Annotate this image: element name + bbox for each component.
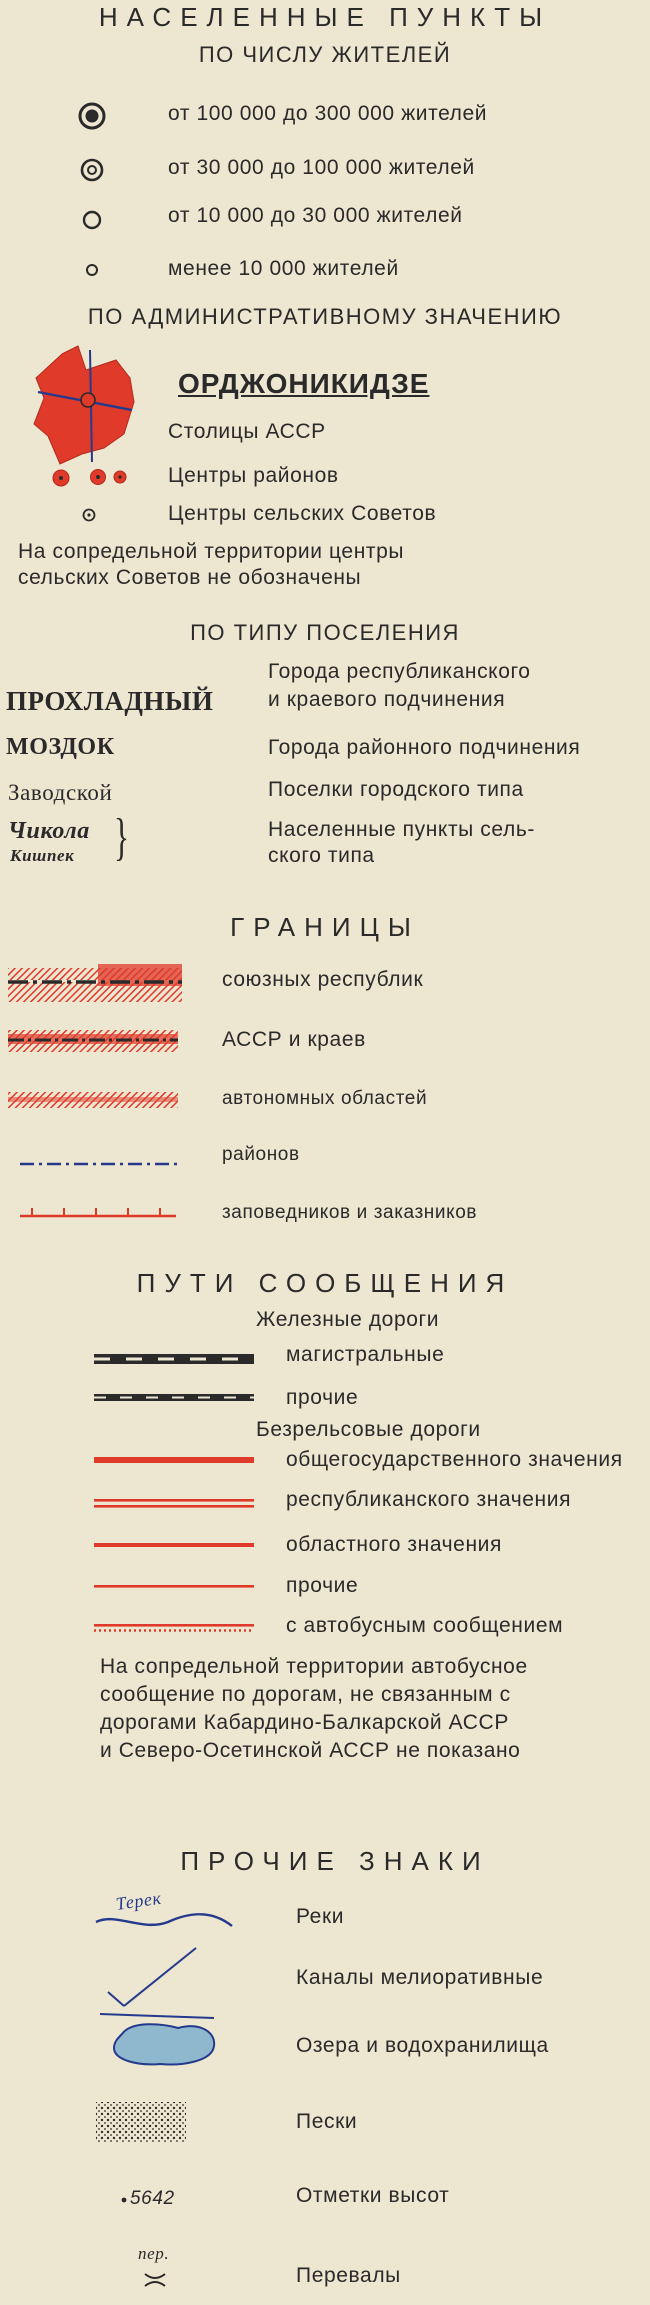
canal-icon xyxy=(94,1944,234,2024)
other-label-passes: Перевалы xyxy=(296,2264,401,2287)
pass-abbr-sample: пер. xyxy=(138,2244,170,2263)
type-sample-rural-2: Кишпек xyxy=(10,846,75,865)
population-label-3: от 10 000 до 30 000 жителей xyxy=(168,204,463,227)
subtitle-admin: ПО АДМИНИСТРАТИВНОМУ ЗНАЧЕНИЮ xyxy=(87,304,563,329)
type-sample-district-city: МОЗДОК xyxy=(6,734,115,760)
river-name-sample: Терек xyxy=(114,1887,163,1914)
border-label-assr: АССР и краев xyxy=(222,1028,366,1051)
admin-label-capitals: Столицы АССР xyxy=(168,420,326,443)
section-title-transport: ПУТИ СООБЩЕНИЯ xyxy=(136,1268,514,1298)
border-union-republic-icon xyxy=(6,962,186,1006)
city-large-icon xyxy=(72,96,112,136)
admin-label-councils: Центры сельских Советов xyxy=(168,502,437,525)
subtitle-settlement-type: ПО ТИПУ ПОСЕЛЕНИЯ xyxy=(190,620,460,645)
height-point-icon xyxy=(118,2194,130,2206)
type-desc-4a: Населенные пункты сель- xyxy=(268,818,535,841)
type-desc-2: Города районного подчинения xyxy=(268,736,581,759)
height-value-sample: 5642 xyxy=(130,2188,175,2209)
sand-icon xyxy=(94,2100,194,2144)
railway-main-icon xyxy=(92,1352,272,1368)
section-title-other: ПРОЧИЕ ЗНАКИ xyxy=(180,1846,490,1876)
population-label-2: от 30 000 до 100 000 жителей xyxy=(168,156,475,179)
type-sample-urban-settlement: Заводской xyxy=(8,780,113,805)
other-label-sand: Пески xyxy=(296,2110,358,2133)
section-title-borders: ГРАНИЦЫ xyxy=(230,912,420,942)
town-icon xyxy=(72,200,112,240)
admin-note-line-1: На сопредельной территории центры xyxy=(18,540,405,563)
mountain-pass-icon xyxy=(142,2270,172,2290)
other-label-canals: Каналы мелиоративные xyxy=(296,1966,544,1989)
rail-label-main: магистральные xyxy=(286,1343,445,1366)
roads-subtitle: Безрельсовые дороги xyxy=(256,1418,481,1441)
type-desc-1b: и краевого подчинения xyxy=(268,688,506,711)
district-center-icon xyxy=(6,462,126,492)
road-other-icon xyxy=(92,1582,272,1596)
admin-label-districts: Центры районов xyxy=(168,464,339,487)
railway-other-icon xyxy=(92,1392,272,1406)
brace-icon: } xyxy=(114,809,130,866)
village-council-icon xyxy=(74,500,104,530)
subtitle-population: ПО ЧИСЛУ ЖИТЕЛЕЙ xyxy=(198,42,452,67)
type-desc-4b: ского типа xyxy=(268,844,375,867)
transport-note-line-1: На сопредельной территории автобусное xyxy=(100,1655,528,1678)
road-republic-icon xyxy=(92,1497,272,1511)
road-state-icon xyxy=(92,1454,272,1468)
village-icon xyxy=(72,250,112,290)
rail-label-other: прочие xyxy=(286,1386,359,1409)
border-label-autonomous: автономных областей xyxy=(222,1088,428,1109)
road-bus-icon xyxy=(92,1622,272,1636)
border-label-union: союзных республик xyxy=(222,968,424,991)
river-icon xyxy=(92,1896,242,1946)
road-label-republic: республиканского значения xyxy=(286,1488,572,1511)
road-label-other: прочие xyxy=(286,1574,359,1597)
capital-name-sample: ОРДЖОНИКИДЗЕ xyxy=(178,368,430,399)
other-label-heights: Отметки высот xyxy=(296,2184,450,2207)
road-label-bus: с автобусным сообщением xyxy=(286,1614,564,1637)
border-autonomous-icon xyxy=(6,1088,186,1112)
border-district-icon xyxy=(6,1154,186,1174)
road-label-state: общегосударственного значения xyxy=(286,1448,623,1471)
transport-note-line-4: и Северо-Осетинской АССР не показано xyxy=(100,1739,521,1762)
type-sample-rural-1: Чикола xyxy=(8,818,90,844)
population-label-4: менее 10 000 жителей xyxy=(168,257,399,280)
section-title-settlements: НАСЕЛЕННЫЕ ПУНКТЫ xyxy=(98,2,552,32)
border-label-district: районов xyxy=(222,1144,300,1165)
border-label-reserve: заповедников и заказников xyxy=(222,1202,478,1223)
city-medium-icon xyxy=(72,150,112,190)
type-desc-1a: Города республиканского xyxy=(268,660,531,683)
capital-city-icon xyxy=(30,340,150,470)
admin-note-line-2: сельских Советов не обозначены xyxy=(18,566,362,589)
other-label-lakes: Озера и водохранилища xyxy=(296,2034,549,2057)
road-regional-icon xyxy=(92,1540,272,1554)
road-label-regional: областного значения xyxy=(286,1533,502,1556)
transport-note-line-2: сообщение по дорогам, не связанным с xyxy=(100,1683,511,1706)
border-assr-icon xyxy=(6,1026,186,1056)
rail-subtitle: Железные дороги xyxy=(256,1308,440,1331)
population-label-1: от 100 000 до 300 000 жителей xyxy=(168,102,488,125)
other-label-rivers: Реки xyxy=(296,1905,345,1928)
border-reserve-icon xyxy=(6,1204,186,1228)
type-sample-republic-city: ПРОХЛАДНЫЙ xyxy=(6,686,214,716)
lake-icon xyxy=(108,2016,228,2072)
type-desc-3: Поселки городского типа xyxy=(268,778,524,801)
transport-note-line-3: дорогами Кабардино-Балкарской АССР xyxy=(100,1711,509,1734)
